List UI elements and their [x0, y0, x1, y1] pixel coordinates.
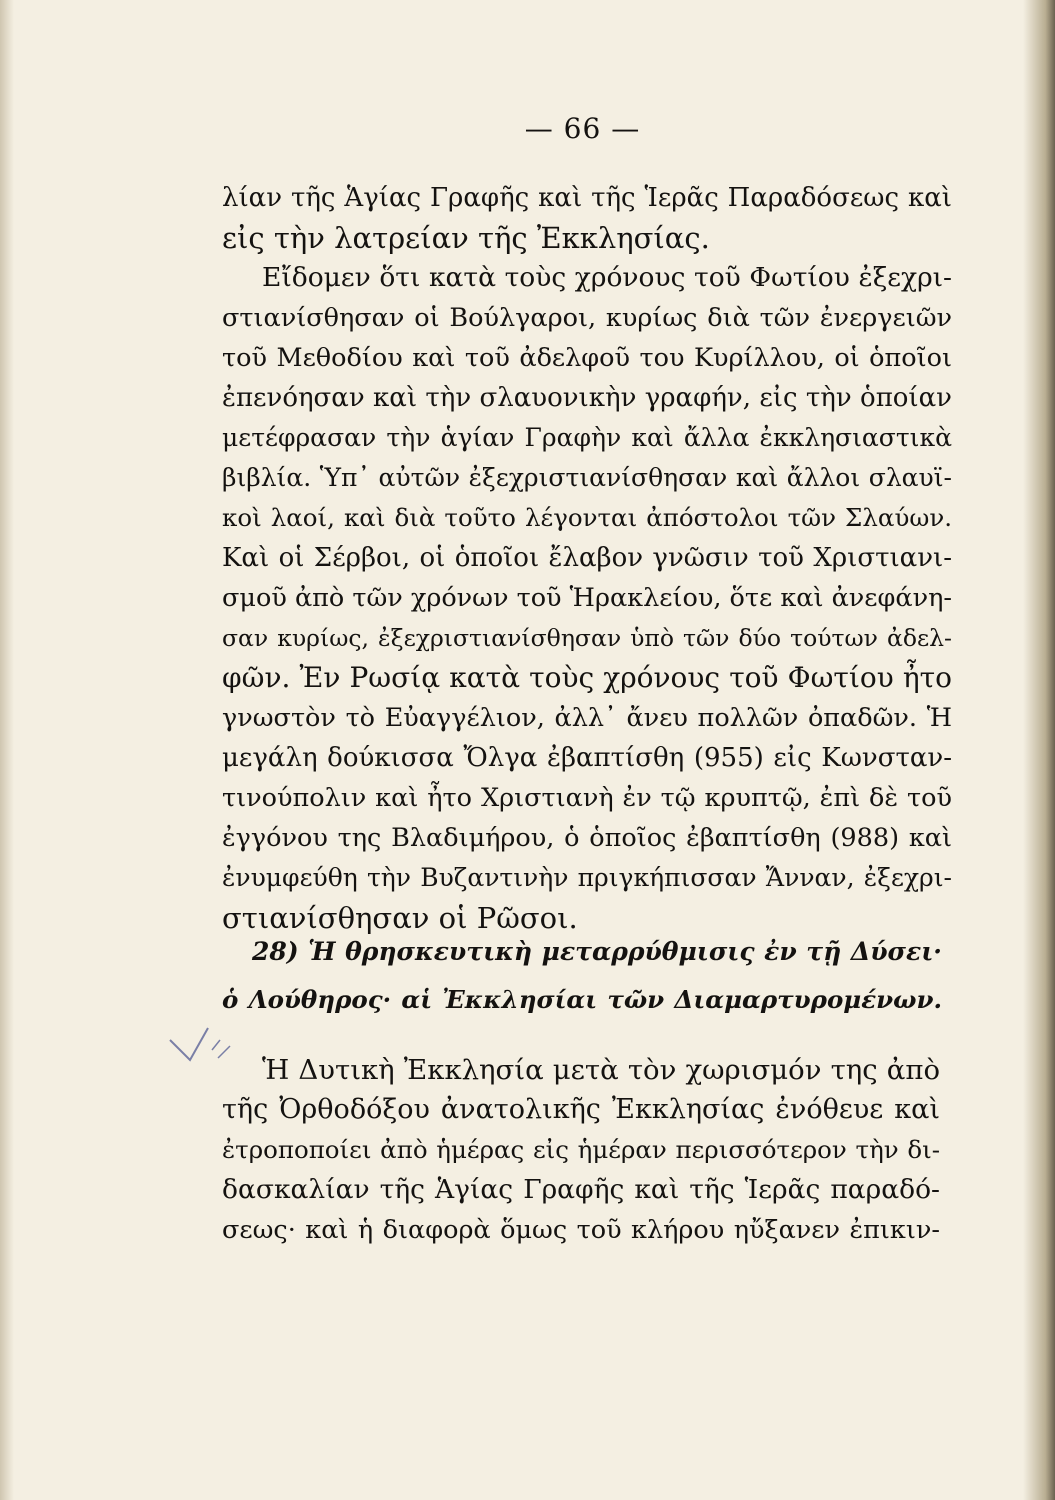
page-edge-left — [0, 0, 14, 1500]
text-line: Εἴδομεν ὅτι κατὰ τοὺς χρόνους τοῦ Φωτίου ἐξεχρι- — [262, 262, 952, 293]
text-line: τοῦ Μεθοδίου καὶ τοῦ ἀδελφοῦ του Κυρίλλου, οἱ ὁποῖοι — [222, 343, 952, 373]
text-line: Ἡ Δυτικὴ Ἐκκλησία μετὰ τὸν χωρισμόν της ἀπὸ — [262, 1054, 940, 1086]
text-line: δασκαλίαν τῆς Ἁγίας Γραφῆς καὶ τῆς Ἱερᾶς παραδό- — [222, 1174, 940, 1205]
text-line: εἰς τὴν λατρείαν τῆς Ἐκκλησίας. — [222, 221, 710, 255]
text-line: σαν κυρίως, ἐξεχριστιανίσθησαν ὑπὸ τῶν δύο τούτων ἀδελ- — [222, 624, 952, 652]
text-line: στιανίσθησαν οἱ Βούλγαροι, κυρίως διὰ τῶν ἐνεργειῶν — [222, 303, 952, 333]
paragraph-2 — [222, 1050, 940, 1250]
text-line: ἐτροποποίει ἀπὸ ἡμέρας εἰς ἡμέραν περισσότερον τὴν δι- — [222, 1135, 940, 1164]
page-edge-right — [1023, 0, 1055, 1500]
text-line: στιανίσθησαν οἱ Ρῶσοι. — [222, 901, 578, 935]
text-line: μεγάλη δούκισσα Ὄλγα ἐβαπτίσθη (955) εἰς Κωνσταν- — [222, 743, 952, 773]
text-line: σεως· καὶ ἡ διαφορὰ ὅμως τοῦ κλήρου ηὔξανεν ἐπικιν- — [222, 1215, 940, 1245]
text-line: φῶν. Ἐν Ρωσίᾳ κατὰ τοὺς χρόνους τοῦ Φωτίου ἦτο — [222, 661, 952, 694]
section-heading — [222, 928, 942, 1024]
text-line: Καὶ οἱ Σέρβοι, οἱ ὁποῖοι ἔλαβον γνῶσιν τοῦ Χριστιανι- — [222, 543, 952, 573]
text-line: βιβλία. Ὑπ᾽ αὐτῶν ἐξεχριστιανίσθησαν καὶ ἄλλοι σλαυϊ- — [222, 463, 952, 492]
text-line: ἐγγόνου της Βλαδιμήρου, ὁ ὁποῖος ἐβαπτίσθη (988) καὶ — [222, 823, 952, 853]
page-number: — 66 — — [524, 112, 641, 145]
text-line: τινούπολιν καὶ ἦτο Χριστιανὴ ἐν τῷ κρυπτῷ, ἐπὶ δὲ τοῦ — [222, 783, 952, 813]
text-line: ἐνυμφεύθη τὴν Βυζαντινὴν πριγκήπισσαν Ἄνναν, ἐξεχρι- — [222, 863, 952, 892]
heading-line: 28) Ἡ θρησκευτικὴ μεταρρύθμισις ἐν τῇ Δύσει· — [252, 937, 942, 966]
text-line: γνωστὸν τὸ Εὐαγγέλιον, ἀλλ᾽ ἄνευ πολλῶν ὀπαδῶν. Ἡ — [222, 703, 952, 733]
heading-line: ὁ Λούθηρος· αἱ Ἐκκλησίαι τῶν Διαμαρτυρομένων. — [222, 985, 942, 1014]
text-line: κοὶ λαοί, καὶ διὰ τοῦτο λέγονται ἀπόστολοι τῶν Σλαύων. — [222, 503, 952, 532]
text-line: τῆς Ὀρθοδόξου ἀνατολικῆς Ἐκκλησίας ἐνόθευε καὶ — [222, 1094, 940, 1125]
paragraph-1 — [222, 178, 952, 938]
text-line: ἐπενόησαν καὶ τὴν σλαυονικὴν γραφήν, εἰς τὴν ὁποίαν — [222, 383, 952, 413]
text-line: λίαν τῆς Ἁγίας Γραφῆς καὶ τῆς Ἱερᾶς Παραδόσεως καὶ — [222, 183, 952, 213]
text-line: σμοῦ ἀπὸ τῶν χρόνων τοῦ Ἡρακλείου, ὅτε καὶ ἀνεφάνη- — [222, 583, 952, 613]
text-line: μετέφρασαν τὴν ἁγίαν Γραφὴν καὶ ἄλλα ἐκκλησιαστικὰ — [222, 423, 952, 452]
